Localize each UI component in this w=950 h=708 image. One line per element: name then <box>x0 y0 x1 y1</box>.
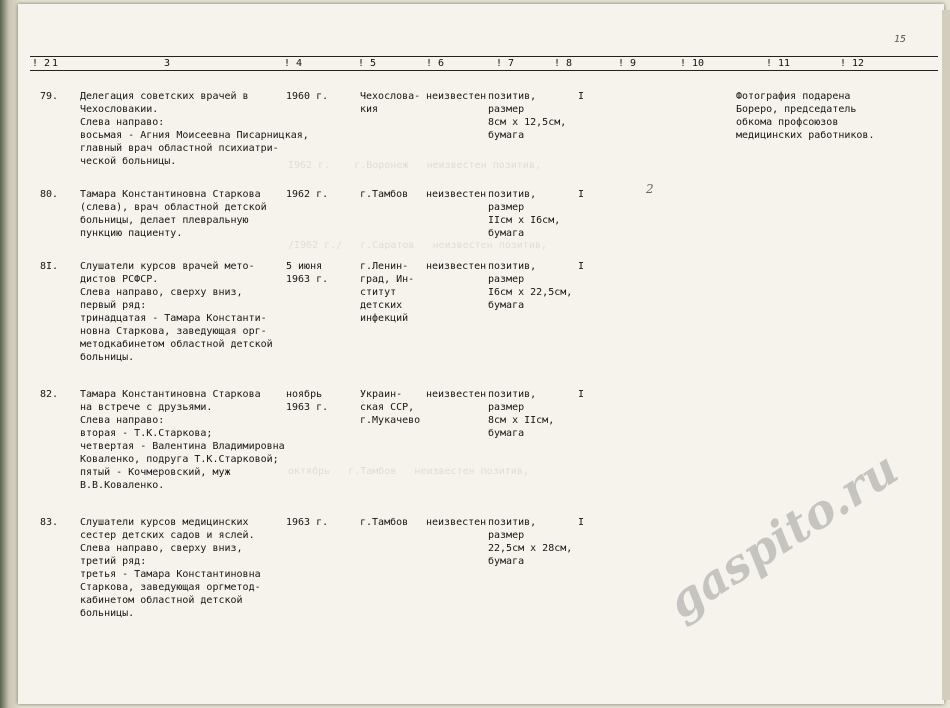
entry-number: 83. <box>40 517 59 528</box>
column-header-5: ! 5 <box>358 58 377 69</box>
entry-technique: позитив, размер 8см х 12,5см, бумага <box>488 91 567 141</box>
entry-number: 82. <box>40 389 59 400</box>
column-header-2: 1 <box>52 58 59 69</box>
entry-description: Слушатели курсов медицинских сестер детских садов и яслей. Слева направо, сверху вниз, третий ряд: третья - Тамара Константиновна Старкова, заведующая оргметод- кабинетом областной детской больницы. <box>80 517 261 619</box>
column-header-9: ! 9 <box>618 58 637 69</box>
entry-technique: позитив, размер I6см х 22,5см, бумага <box>488 261 573 311</box>
column-header-8: ! 8 <box>554 58 573 69</box>
column-header-6: ! 6 <box>426 58 445 69</box>
entry-description: Тамара Константиновна Старкова на встрече с друзьями. Слева направо: вторая - Т.К.Старкова; четвертая - Валентина Владимировна Коваленко, подруга Т.К.Старковой; пятый - Кочмеровский, муж В.В.Коваленко. <box>80 389 285 491</box>
entry-place: г.Тамбов <box>360 517 409 528</box>
watermark: gaspito.ru <box>658 441 908 630</box>
column-header-4: ! 4 <box>284 58 303 69</box>
entry-number: 8I. <box>40 261 59 272</box>
entry-copies: I <box>578 517 585 528</box>
entry-description: Слушатели курсов врачей мето- дистов РСФСР. Слева направо, сверху вниз, первый ряд: тринадцатая - Тамара Константи- новна Старкова, заведующая орг- методкабинетом областной детской больницы. <box>80 261 273 363</box>
bleed-through-text: I962 г. г.Воронеж неизвестен позитив, <box>288 160 541 171</box>
column-header-12: ! 12 <box>840 58 865 69</box>
column-header-10: ! 10 <box>680 58 705 69</box>
entry-place: Украин- ская ССР, г.Мукачево <box>360 389 421 426</box>
entry-note: Фотография подарена Бореро, председатель обкома профсоюзов медицинских работников. <box>736 91 875 141</box>
page-number: 15 <box>894 34 907 45</box>
column-header-3: 3 <box>164 58 171 69</box>
header-rule-top <box>30 56 938 57</box>
bleed-through-text: октябрь г.Тамбов неизвестен позитив, <box>288 466 529 477</box>
entry-place: г.Ленин- град, Ин- ститут детских инфекций <box>360 261 415 324</box>
entry-date: ноябрь 1963 г. <box>286 389 329 413</box>
column-header-11: ! 11 <box>766 58 791 69</box>
entry-author: неизвестен <box>426 261 487 272</box>
entry-technique: позитив, размер 22,5см х 28см, бумага <box>488 517 573 567</box>
entry-copies: I <box>578 189 585 200</box>
entry-copies: I <box>578 261 585 272</box>
entry-place: Чехословa- кия <box>360 91 421 115</box>
entry-author: неизвестен <box>426 189 487 200</box>
entry-place: г.Тамбов <box>360 189 409 200</box>
document-page <box>18 4 944 704</box>
column-header-1: ! 2 <box>32 58 51 69</box>
entry-date: 1963 г. <box>286 517 329 528</box>
entry-date: 5 июня 1963 г. <box>286 261 329 285</box>
entry-author: неизвестен <box>426 389 487 400</box>
entry-number: 80. <box>40 189 59 200</box>
header-rule-bottom <box>30 70 938 71</box>
entry-copies: I <box>578 91 585 102</box>
entry-date: 1962 г. <box>286 189 329 200</box>
entry-technique: позитив, размер 8см х IIсм, бумага <box>488 389 555 439</box>
entry-copies: I <box>578 389 585 400</box>
bleed-through-text: /I962 г./ г.Саратов неизвестен позитив, <box>288 240 547 251</box>
pencil-mark: 2 <box>646 182 654 196</box>
entry-description: Делегация советских врачей в Чехословакии. Слева направо: восьмая - Агния Моисеевна Писарницкая, главный врач областной психиатри- ческой больницы. <box>80 91 309 167</box>
entry-description: Тамара Константиновна Старкова (слева), врач областной детской больницы, делает плевральную пункцию пациенту. <box>80 189 267 239</box>
entry-technique: позитив, размер IIсм х I6см, бумага <box>488 189 561 239</box>
entry-author: неизвестен <box>426 91 487 102</box>
page-right-edge <box>942 10 950 700</box>
entry-number: 79. <box>40 91 59 102</box>
entry-date: 1960 г. <box>286 91 329 102</box>
entry-author: неизвестен <box>426 517 487 528</box>
column-header-7: ! 7 <box>496 58 515 69</box>
